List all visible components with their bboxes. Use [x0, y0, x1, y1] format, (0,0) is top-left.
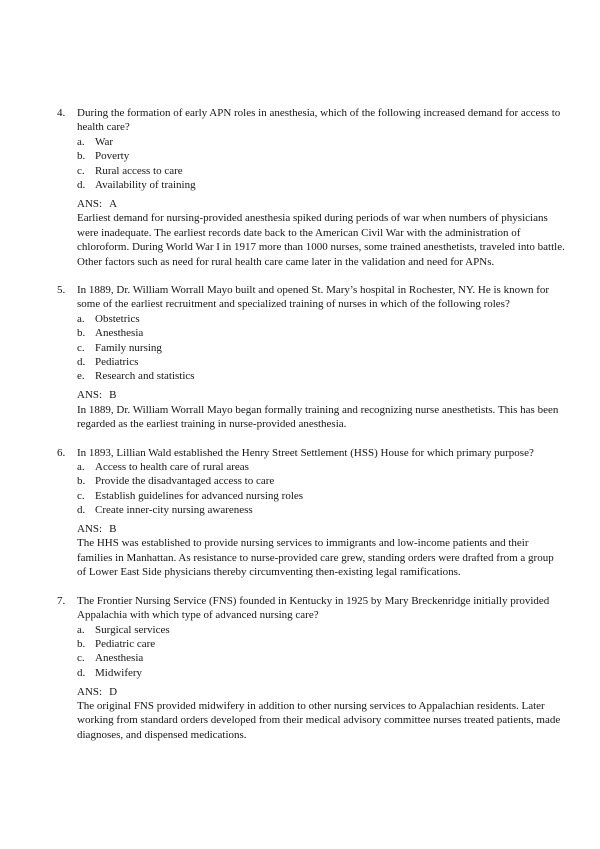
answer-value: D: [109, 685, 118, 698]
option-letter: b.: [77, 637, 86, 650]
option-letter: a.: [77, 460, 85, 473]
option-letter: d.: [77, 356, 86, 368]
option-row: [77, 460, 565, 474]
option-text: Anesthesia: [95, 327, 144, 340]
option-text: Poverty: [95, 150, 130, 163]
option-letter: c.: [77, 164, 85, 177]
question-item-4: [57, 106, 567, 269]
option-text: Pediatric care: [95, 637, 156, 650]
option-row: [77, 355, 565, 369]
rationale-text: Earliest demand for nursing-provided anesthesia spiked during periods of war when numbers of physicians were inadequate. The earliest records date back to the American Civil War with the administration of chloroform. During World War I in 1917 more than 1000 nurses, some trained anesthetists, traveled into battle. Other factors such as need for rural health care came later in the validation and need for APNs.: [77, 212, 565, 268]
option-letter: a.: [77, 623, 85, 636]
question-body: [77, 594, 565, 743]
answer-label: ANS:: [77, 197, 103, 210]
question-item-5: [57, 283, 567, 432]
option-row: [77, 178, 565, 192]
option-letter: a.: [77, 135, 85, 148]
question-body: [77, 106, 565, 269]
option-letter: d.: [77, 504, 86, 517]
question-number: 6.: [57, 446, 66, 459]
option-letter: c.: [77, 341, 85, 354]
option-row: [77, 341, 565, 355]
answer-label: ANS:: [77, 389, 103, 402]
option-letter: e.: [77, 370, 85, 383]
option-text: Obstetrics: [95, 312, 140, 325]
option-letter: c.: [77, 652, 85, 665]
option-letter: a.: [77, 312, 85, 325]
question-number: 5.: [57, 283, 66, 296]
rationale-text: The HHS was established to provide nursing services to immigrants and low-income patients and their families in Manhattan. As resistance to nurse-provided care grew, standing orders were drafted from a group of Lower East Side physicians thereby circumventing then-existing legal ramifications.: [77, 537, 554, 579]
question-number: 4.: [57, 107, 66, 119]
option-row: [77, 326, 565, 340]
option-row: [77, 489, 565, 503]
answer-label: ANS:: [77, 523, 103, 536]
option-letter: d.: [77, 666, 86, 679]
option-row: [77, 637, 565, 651]
option-row: [77, 474, 565, 488]
option-row: [77, 312, 565, 326]
option-row: [77, 503, 565, 517]
option-text: Provide the disadvantaged access to care: [95, 475, 275, 488]
question-body: [77, 446, 565, 580]
option-letter: b.: [77, 150, 86, 163]
option-letter: c.: [77, 489, 85, 502]
option-text: Family nursing: [95, 341, 162, 354]
option-text: Rural access to care: [95, 164, 183, 177]
question-stem: In 1893, Lillian Wald established the Henry Street Settlement (HSS) House for which primary purpose?: [77, 446, 534, 459]
answer-line: [77, 685, 565, 699]
option-text: Anesthesia: [95, 652, 144, 665]
option-row: [77, 369, 565, 383]
option-text: War: [95, 135, 114, 148]
option-text: Research and statistics: [95, 370, 195, 383]
rationale-text: In 1889, Dr. William Worrall Mayo began formally training and recognizing nurse anesthetists. This has been regarded as the earliest training in nurse-provided anesthesia.: [77, 403, 559, 431]
option-text: Establish guidelines for advanced nursing roles: [95, 489, 304, 502]
option-row: [77, 666, 565, 680]
answer-value: A: [109, 197, 118, 210]
option-letter: d.: [77, 179, 86, 192]
answer-value: B: [109, 389, 117, 402]
option-letter: b.: [77, 327, 86, 340]
option-row: [77, 623, 565, 637]
question-stem: In 1889, Dr. William Worrall Mayo built and opened St. Mary’s hospital in Rochester, NY. He is known for some of the earliest recruitment and specialized training of nurses in which of the following roles?: [77, 283, 550, 311]
answer-line: [77, 388, 565, 402]
question-number: 7.: [57, 594, 66, 607]
question-body: [77, 283, 565, 432]
option-row: [77, 164, 565, 178]
option-letter: b.: [77, 475, 86, 488]
answer-value: B: [109, 523, 117, 536]
option-row: [77, 135, 565, 149]
question-stem: The Frontier Nursing Service (FNS) founded in Kentucky in 1925 by Mary Breckenridge initially provided Appalachia with which type of advanced nursing care?: [77, 594, 550, 622]
question-stem: During the formation of early APN roles in anesthesia, which of the following increased demand for access to health care?: [77, 107, 561, 134]
answer-label: ANS:: [77, 685, 103, 698]
option-row: [77, 651, 565, 665]
option-text: Access to health care of rural areas: [95, 460, 249, 473]
option-text: Pediatrics: [95, 356, 139, 368]
option-text: Midwifery: [95, 666, 143, 679]
question-item-7: [57, 594, 567, 743]
question-list: [57, 106, 567, 742]
option-text: Create inner-city nursing awareness: [95, 504, 253, 517]
question-item-6: [57, 446, 567, 580]
option-row: [77, 149, 565, 163]
answer-line: [77, 197, 565, 211]
option-text: Availability of training: [95, 179, 196, 192]
rationale-text: The original FNS provided midwifery in addition to other nursing services to Appalachian residents. Later working from standard orders developed from their medical advisory committee nurses treated patients, made diagnoses, and dispensed medications.: [77, 700, 561, 741]
option-text: Surgical services: [95, 623, 170, 636]
answer-line: [77, 522, 565, 536]
